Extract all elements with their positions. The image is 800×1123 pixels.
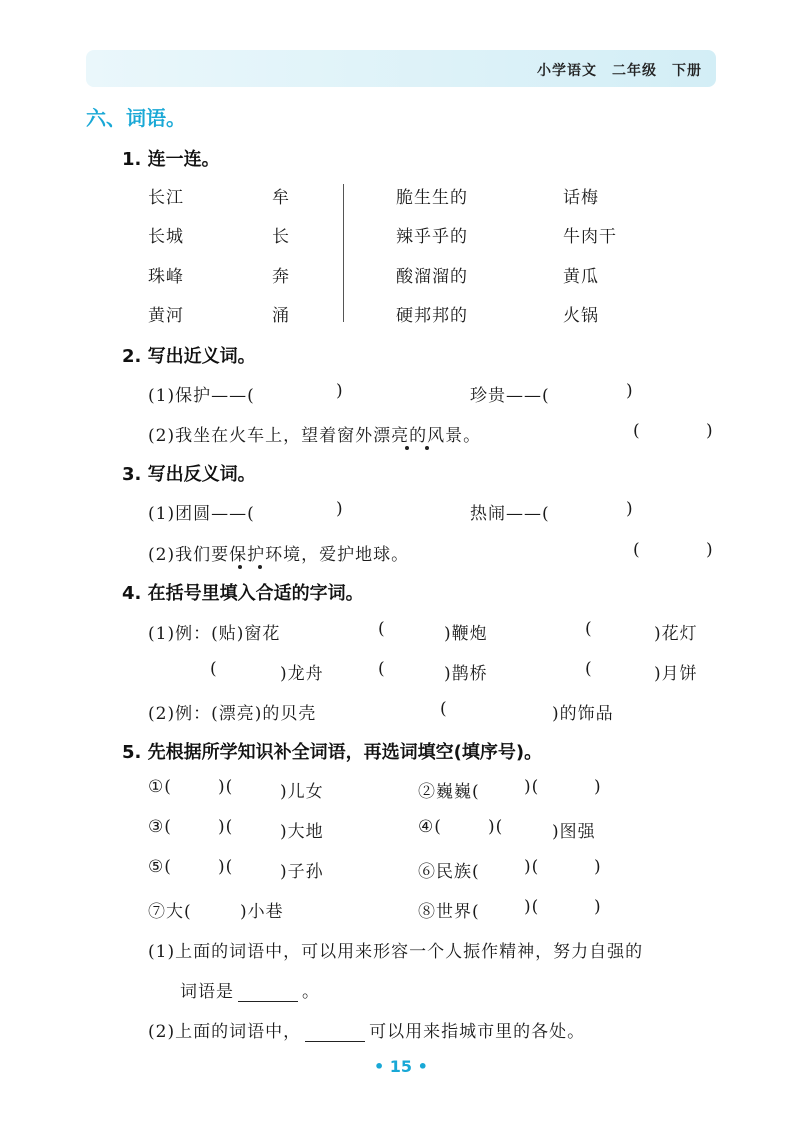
q4-r1-example: (1)例：(贴)窗花 [148,624,281,644]
q5-w8-b: )( [524,897,540,917]
q5-w1-a: ①( [148,777,172,797]
q4-r1-word-2: )花灯 [654,624,698,644]
q1-divider [343,184,344,322]
q5-s1-suffix: 。 [302,982,320,1002]
q1-right-b-1: 话梅 [563,188,599,208]
q1-right-a-2: 辣乎乎的 [396,227,468,247]
q5-s1-line1: (1)上面的词语中，可以用来形容一个人振作精神，努力自强的 [148,942,644,962]
q4-r2-word-1: )龙舟 [280,664,324,684]
q4-r2-paren-1: ( [210,659,218,679]
q3-item1-a-close: ) [336,499,344,519]
q5-w4-a: ④( [418,817,442,837]
q5-s2-suffix: 可以用来指城市里的各处。 [369,1022,586,1042]
q3-item1-a: (1)团圆——( [148,504,255,524]
q2-item1-b-close: ) [626,381,634,401]
q5-s2-answer-blank[interactable] [305,1023,365,1042]
q3-item2: (2)我们要保护环境，爱护地球。 [148,545,410,565]
q5-w8-c: ) [594,897,602,917]
q4-r2-paren-2: ( [378,659,386,679]
q4-r2-word-3: )月饼 [654,664,698,684]
header-text: 小学语文 二年级 下册 [537,63,702,79]
q2-item2-paren-close: ) [706,421,714,441]
q5-title: 5. 先根据所学知识补全词语，再选词填空(填序号)。 [122,742,543,763]
q5-s2-prefix: (2)上面的词语中， [148,1022,302,1042]
q2-item2-paren-open: ( [633,421,641,441]
q1-right-a-4: 硬邦邦的 [396,306,468,326]
q5-w7-a: ⑦大( [148,902,192,922]
q3-item2-paren-close: ) [706,540,714,560]
q1-right-b-4: 火锅 [563,306,599,326]
q4-title: 4. 在括号里填入合适的字词。 [122,583,364,604]
q1-right-b-2: 牛肉干 [563,227,617,247]
q2-item1-a: (1)保护——( [148,386,255,406]
q2-emphasis-dots [405,446,435,450]
q1-left-b-1: 牟 [272,188,290,208]
q2-title: 2. 写出近义词。 [122,346,256,367]
q1-left-a-1: 长江 [148,188,184,208]
q1-left-b-2: 长 [272,227,290,247]
q5-w3-b: )( [218,817,234,837]
q4-r3-word: )的饰品 [552,704,614,724]
header-bar [86,50,716,87]
q4-r2-paren-3: ( [585,659,593,679]
q1-left-b-3: 奔 [272,267,290,287]
q5-w4-b: )( [488,817,504,837]
q4-r1-paren-2: ( [585,619,593,639]
q1-left-b-4: 涌 [272,306,290,326]
q5-s1-line2 [180,977,320,1002]
q5-w3-a: ③( [148,817,172,837]
q5-w8-a: ⑧世界( [418,902,480,922]
q5-w1-c: )儿女 [280,782,324,802]
q3-item2-paren-open: ( [633,540,641,560]
q1-title: 1. 连一连。 [122,149,220,170]
q5-w2-c: ) [594,777,602,797]
q2-item1-a-close: ) [336,381,344,401]
q5-w7-b: )小巷 [240,902,284,922]
q1-left-a-4: 黄河 [148,306,184,326]
q1-right-b-3: 黄瓜 [563,267,599,287]
q4-r3-example: (2)例：(漂亮)的贝壳 [148,704,317,724]
q2-item1-b: 珍贵——( [470,386,550,406]
q4-r3-paren: ( [440,699,448,719]
q4-r1-paren-1: ( [378,619,386,639]
q3-title: 3. 写出反义词。 [122,464,256,485]
q3-item1-b: 热闹——( [470,504,550,524]
q1-left-a-2: 长城 [148,227,184,247]
q5-w3-c: )大地 [280,822,324,842]
q5-w5-b: )( [218,857,234,877]
q2-item2: (2)我坐在火车上，望着窗外漂亮的风景。 [148,426,482,446]
q3-emphasis-dots [238,565,278,569]
q5-w1-b: )( [218,777,234,797]
section-title: 六、词语。 [86,106,186,130]
q5-w2-a: ②巍巍( [418,782,480,802]
q4-r1-word-1: )鞭炮 [444,624,488,644]
q5-s1-answer-blank[interactable] [238,983,298,1002]
q5-w5-c: )子孙 [280,862,324,882]
q1-right-a-3: 酸溜溜的 [396,267,468,287]
q5-w6-a: ⑥民族( [418,862,480,882]
q1-left-a-3: 珠峰 [148,267,184,287]
q5-w4-c: )图强 [552,822,596,842]
q5-s1-prefix: 词语是 [180,982,234,1002]
q5-w2-b: )( [524,777,540,797]
q1-right-a-1: 脆生生的 [396,188,468,208]
q5-w5-a: ⑤( [148,857,172,877]
q5-w6-c: ) [594,857,602,877]
q3-item1-b-close: ) [626,499,634,519]
q5-s2 [148,1017,585,1042]
page-number: • 15 • [374,1057,428,1076]
q5-w6-b: )( [524,857,540,877]
q4-r2-word-2: )鹊桥 [444,664,488,684]
